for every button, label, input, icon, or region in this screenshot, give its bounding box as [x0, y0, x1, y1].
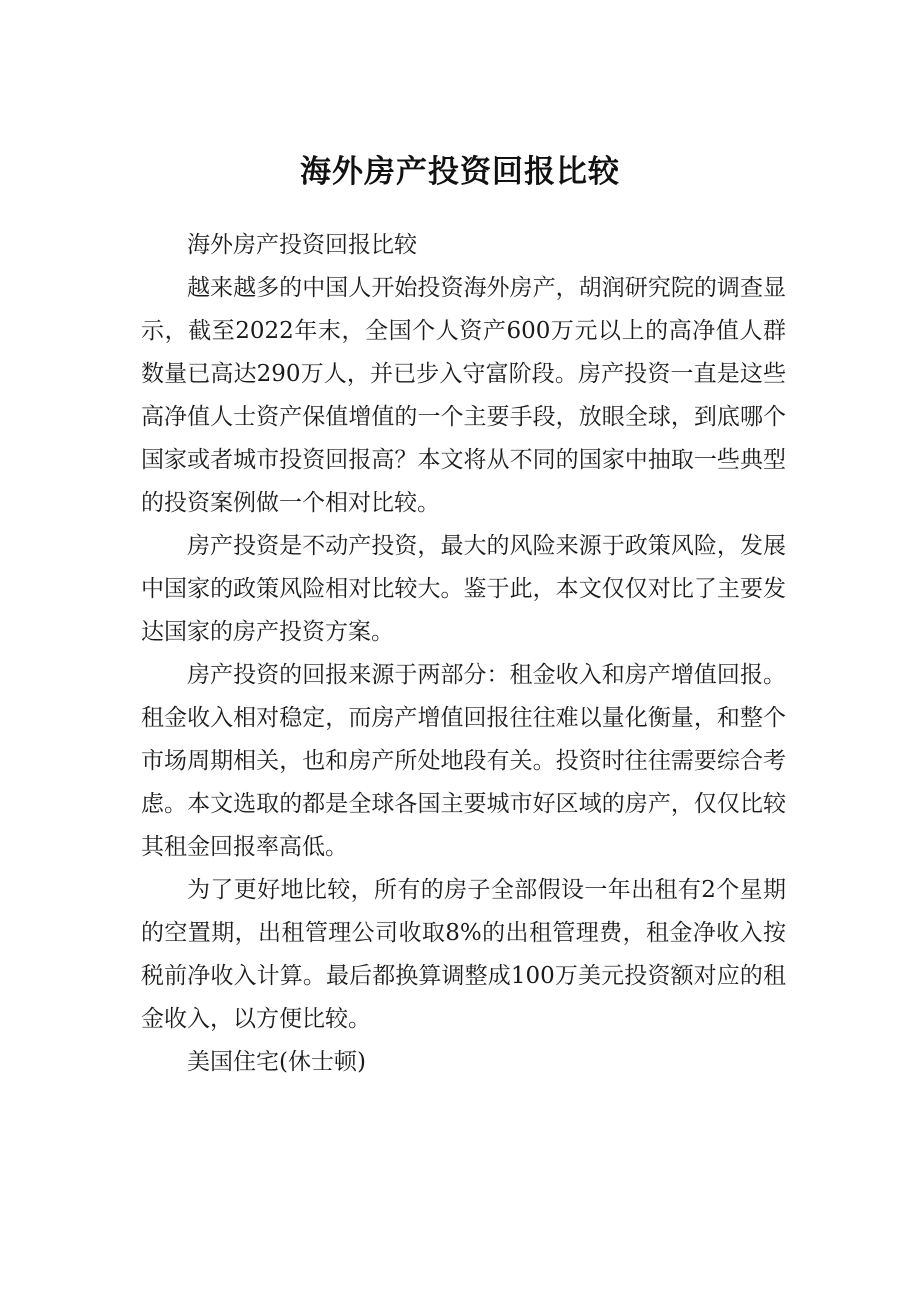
document-title: 海外房产投资回报比较: [300, 154, 620, 190]
paragraph-return-sources: 房产投资的回报来源于两部分：租金收入和房产增值回报。租金收入相对稳定，而房产增值回报往往难以量化衡量，和整个市场周期相关，也和房产所处地段有关。投资时往往需要综合考虑。本文选取的都是全球各国主要城市好区域的房产，仅仅比较其租金回报率高低。: [141, 662, 786, 860]
document-body: [141, 224, 786, 1084]
paragraph-intro: 越来越多的中国人开始投资海外房产，胡润研究院的调查显示，截至2022年末，全国个人资产600万元以上的高净值人群数量已高达290万人，并已步入守富阶段。房产投资一直是这些高净值人士资产保值增值的一个主要手段，放眼全球，到底哪个国家或者城市投资回报高？本文将从不同的国家中抽取一些典型的投资案例做一个相对比较。: [141, 275, 786, 516]
section-heading-us-houston: 美国住宅(休士顿): [187, 1049, 366, 1075]
paragraph-policy-risk: 房产投资是不动产投资，最大的风险来源于政策风险，发展中国家的政策风险相对比较大。鉴于此，本文仅仅对比了主要发达国家的房产投资方案。: [141, 533, 786, 645]
paragraph-subtitle: 海外房产投资回报比较: [187, 232, 417, 258]
paragraph-assumptions: 为了更好地比较，所有的房子全部假设一年出租有2个星期的空置期，出租管理公司收取8%的出租管理费，租金净收入按税前净收入计算。最后都换算调整成100万美元投资额对应的租金收入，以方便比较。: [141, 877, 786, 1032]
